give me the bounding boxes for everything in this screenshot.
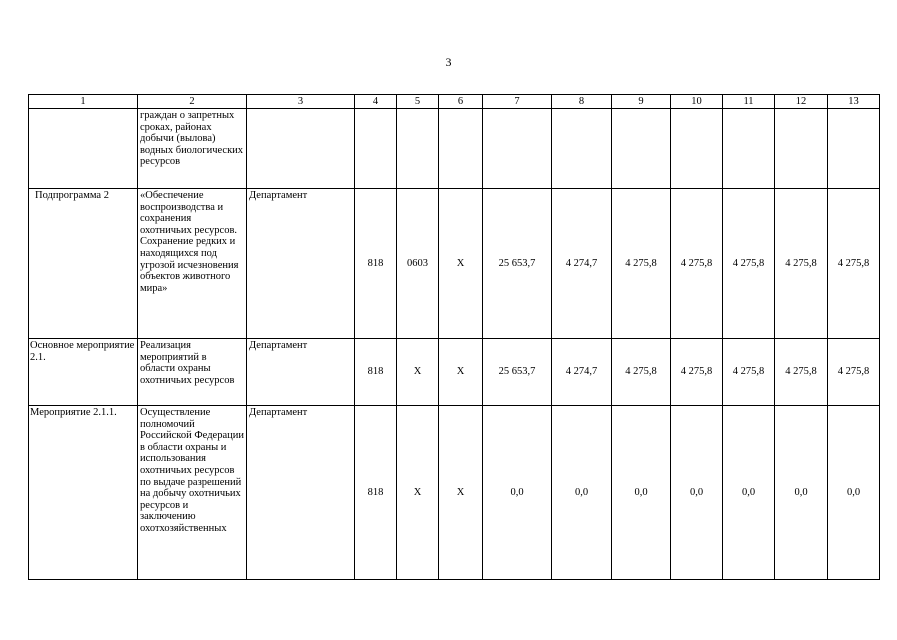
value-cell: 0,0 bbox=[483, 406, 552, 580]
value-cell bbox=[439, 109, 483, 189]
column-header: 11 bbox=[723, 95, 775, 109]
value-cell bbox=[612, 109, 671, 189]
responsible-cell bbox=[247, 109, 355, 189]
value-cell: 818 bbox=[355, 339, 397, 406]
value-cell: Х bbox=[439, 189, 483, 339]
value-cell: Х bbox=[439, 406, 483, 580]
value-cell: 4 275,8 bbox=[775, 189, 828, 339]
column-header: 5 bbox=[397, 95, 439, 109]
value-cell bbox=[828, 109, 880, 189]
value-cell bbox=[552, 109, 612, 189]
value-cell: 4 275,8 bbox=[828, 189, 880, 339]
column-header: 3 bbox=[247, 95, 355, 109]
value-cell: 818 bbox=[355, 189, 397, 339]
budget-table bbox=[28, 94, 880, 580]
value-cell: 818 bbox=[355, 406, 397, 580]
column-header: 2 bbox=[138, 95, 247, 109]
program-cell: Основное мероприятие 2.1. bbox=[29, 339, 138, 406]
page-number: 3 bbox=[445, 55, 452, 69]
column-header: 10 bbox=[671, 95, 723, 109]
column-header: 12 bbox=[775, 95, 828, 109]
program-cell: Мероприятие 2.1.1. bbox=[29, 406, 138, 580]
value-cell bbox=[355, 109, 397, 189]
value-cell: 4 274,7 bbox=[552, 189, 612, 339]
responsible-cell: Департамент bbox=[247, 189, 355, 339]
value-cell: 4 275,8 bbox=[612, 339, 671, 406]
value-cell bbox=[723, 109, 775, 189]
table-row bbox=[29, 406, 880, 580]
value-cell: 25 653,7 bbox=[483, 189, 552, 339]
table-row bbox=[29, 189, 880, 339]
table-row bbox=[29, 109, 880, 189]
value-cell: 0603 bbox=[397, 189, 439, 339]
value-cell: 0,0 bbox=[775, 406, 828, 580]
column-header: 9 bbox=[612, 95, 671, 109]
value-cell: 4 275,8 bbox=[723, 339, 775, 406]
value-cell bbox=[483, 109, 552, 189]
value-cell: 4 275,8 bbox=[828, 339, 880, 406]
value-cell: 0,0 bbox=[612, 406, 671, 580]
value-cell: 25 653,7 bbox=[483, 339, 552, 406]
value-cell: 4 275,8 bbox=[775, 339, 828, 406]
description-cell: «Обеспечение воспроизводства и сохранения охотничьих ресурсов. Сохранение редких и находящихся под угрозой исчезновения объектов животного мира» bbox=[138, 189, 247, 339]
value-cell: 4 274,7 bbox=[552, 339, 612, 406]
value-cell: 0,0 bbox=[828, 406, 880, 580]
responsible-cell: Департамент bbox=[247, 339, 355, 406]
value-cell: 0,0 bbox=[723, 406, 775, 580]
column-header: 13 bbox=[828, 95, 880, 109]
value-cell: 4 275,8 bbox=[671, 189, 723, 339]
value-cell: Х bbox=[397, 339, 439, 406]
description-cell: Реализация мероприятий в области охраны охотничьих ресурсов bbox=[138, 339, 247, 406]
value-cell bbox=[671, 109, 723, 189]
program-cell: Подпрограмма 2 bbox=[29, 189, 138, 339]
value-cell: 0,0 bbox=[552, 406, 612, 580]
responsible-cell: Департамент bbox=[247, 406, 355, 580]
column-header: 8 bbox=[552, 95, 612, 109]
table-row bbox=[29, 339, 880, 406]
value-cell bbox=[775, 109, 828, 189]
value-cell: 4 275,8 bbox=[671, 339, 723, 406]
value-cell: 4 275,8 bbox=[723, 189, 775, 339]
value-cell: 0,0 bbox=[671, 406, 723, 580]
value-cell: Х bbox=[439, 339, 483, 406]
description-cell: граждан о запретных сроках, районах добычи (вылова) водных биологических ресурсов bbox=[138, 109, 247, 189]
column-header: 6 bbox=[439, 95, 483, 109]
column-header: 4 bbox=[355, 95, 397, 109]
column-number-row bbox=[29, 95, 880, 109]
value-cell: 4 275,8 bbox=[612, 189, 671, 339]
column-header: 1 bbox=[29, 95, 138, 109]
value-cell: Х bbox=[397, 406, 439, 580]
column-header: 7 bbox=[483, 95, 552, 109]
description-cell: Осуществление полномочий Российской Федерации в области охраны и использования охотничьих ресурсов по выдаче разрешений на добычу охотничьих ресурсов и заключению охотхозяйственных bbox=[138, 406, 247, 580]
value-cell bbox=[397, 109, 439, 189]
program-cell bbox=[29, 109, 138, 189]
